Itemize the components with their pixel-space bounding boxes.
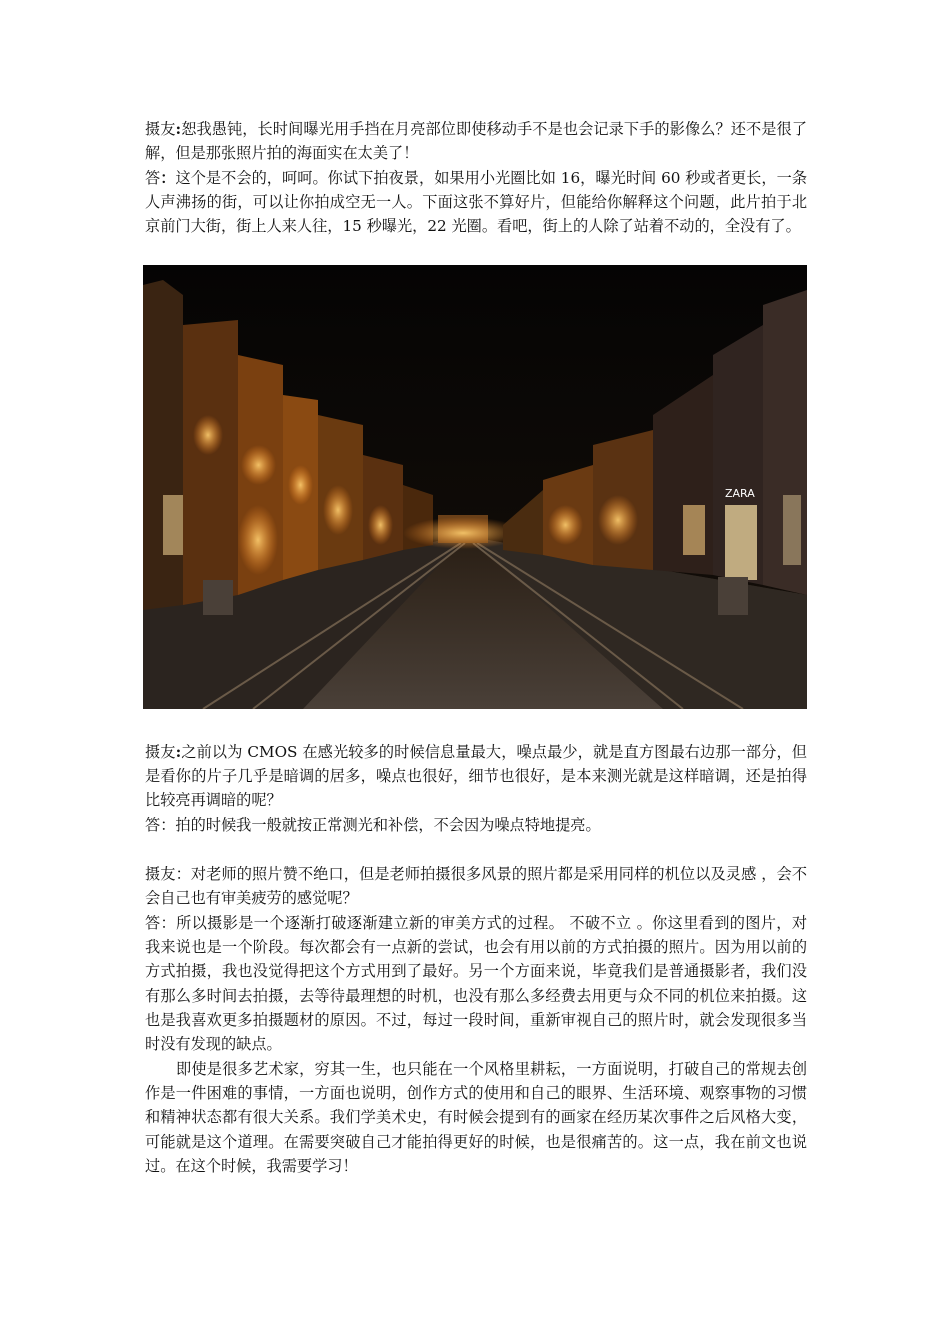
question-speaker: 摄友 [145, 743, 176, 761]
answer-text: 这个是不会的，呵呵。你试下拍夜景，如果用小光圈比如 16，曝光时间 60 秒或者更长，一条人声沸扬的街，可以让你拍成空无一人。下面这张不算好片，但能给你解释这个问题，此片拍于北京前门大街，街上人来人往，15 秒曝光，22 光圈。看吧，街上的人除了站着不动的，全没有了。 [145, 169, 808, 236]
answer-speaker: 答 [145, 914, 161, 932]
qa1-answer: 答：这个是不会的，呵呵。你试下拍夜景，如果用小光圈比如 16，曝光时间 60 秒或者更长，一条人声沸扬的街，可以让你拍成空无一人。下面这张不算好片，但能给你解释这个问题，此片拍于北京前门大街，街上人来人往，15 秒曝光，22 光圈。看吧，街上的人除了站着不动的，全没有了。 [145, 169, 808, 236]
answer-speaker: 答 [145, 169, 161, 187]
answer-speaker: 答 [145, 816, 161, 834]
question-speaker: 摄友 [145, 120, 176, 138]
qa3-question: 摄友：对老师的照片赞不绝口，但是老师拍摄很多风景的照片都是采用同样的机位以及灵感 ，会不会自己也有审美疲劳的感觉呢？ [145, 865, 808, 908]
question-text: 恕我愚钝，长时间曝光用手挡在月亮部位即使移动手不是也会记录下手的影像么？还不是很了解，但是那张照片拍的海面实在太美了！ [145, 120, 808, 163]
photo-illustration [143, 265, 807, 709]
night-street-photo [143, 265, 807, 709]
answer-text: 拍的时候我一般就按正常测光和补偿，不会因为噪点特地提亮。 [175, 816, 601, 834]
qa2-answer: 答：拍的时候我一般就按正常测光和补偿，不会因为噪点特地提亮。 [145, 816, 601, 834]
qa1-question: 摄友:恕我愚钝，长时间曝光用手挡在月亮部位即使移动手不是也会记录下手的影像么？还不是很了解，但是那张照片拍的海面实在太美了！ [145, 120, 808, 163]
question-text: 之前以为 CMOS 在感光较多的时候信息量最大，噪点最少，就是直方图最右边那一部分，但是看你的片子几乎是暗调的居多，噪点也很好，细节也很好，是本来测光就是这样暗调，还是拍得比较亮再调暗的呢？ [145, 743, 807, 810]
question-speaker: 摄友 [145, 865, 176, 883]
store-sign: ZARA [725, 487, 755, 500]
answer-text: 所以摄影是一个逐渐打破逐渐建立新的审美方式的过程。 不破不立 。你这里看到的图片，对我来说也是一个阶段。每次都会有一点新的尝试，也会有用以前的方式拍摄的照片。因为用以前的方式拍摄，我也没觉得把这个方式用到了最好。另一个方面来说，毕竟我们是普通摄影者，我们没有那么多时间去拍摄，去等待最理想的时机，也没有那么多经费去用更与众不同的机位来拍摄。这也是我喜欢更多拍摄题材的原因。不过，每过一段时间，重新审视自己的照片时，就会发现很多当时没有发现的缺点。 [145, 914, 808, 1054]
closing-paragraph: 即使是很多艺术家，穷其一生，也只能在一个风格里耕耘，一方面说明，打破自己的常规去创作是一件困难的事情，一方面也说明，创作方式的使用和自己的眼界、生活环境、观察事物的习惯和精神状态都有很大关系。我们学美术史，有时候会提到有的画家在经历某次事件之后风格大变，可能就是这个道理。在需要突破自己才能拍得更好的时候，也是很痛苦的。这一点，我在前文也说过。在这个时候，我需要学习！ [145, 1060, 807, 1175]
qa2-question: 摄友:之前以为 CMOS 在感光较多的时候信息量最大，噪点最少，就是直方图最右边那一部分，但是看你的片子几乎是暗调的居多，噪点也很好，细节也很好，是本来测光就是这样暗调，还是拍得比较亮再调暗的呢？ [145, 743, 807, 810]
question-text: 对老师的照片赞不绝口，但是老师拍摄很多风景的照片都是采用同样的机位以及灵感 ，会不会自己也有审美疲劳的感觉呢？ [145, 865, 808, 908]
qa3-answer: 答：所以摄影是一个逐渐打破逐渐建立新的审美方式的过程。 不破不立 。你这里看到的图片，对我来说也是一个阶段。每次都会有一点新的尝试，也会有用以前的方式拍摄的照片。因为用以前的方式拍摄，我也没觉得把这个方式用到了最好。另一个方面来说，毕竟我们是普通摄影者，我们没有那么多时间去拍摄，去等待最理想的时机，也没有那么多经费去用更与众不同的机位来拍摄。这也是我喜欢更多拍摄题材的原因。不过，每过一段时间，重新审视自己的照片时，就会发现很多当时没有发现的缺点。 [145, 914, 808, 1054]
